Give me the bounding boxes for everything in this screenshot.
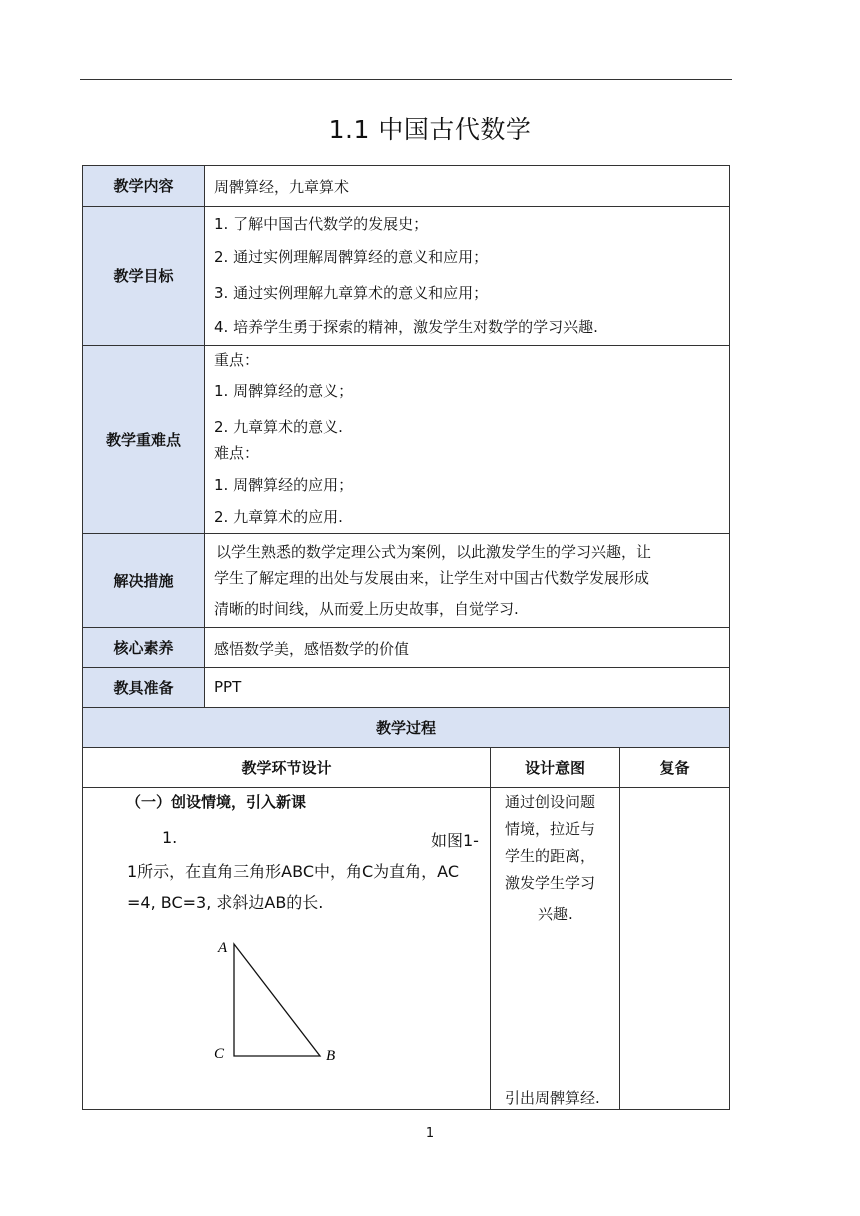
difficulty-item: 2. 九章算术的应用.	[214, 508, 343, 526]
problem-text: =4, BC=3, 求斜边AB的长.	[127, 893, 324, 912]
intent-line: 学生的距离，	[505, 847, 596, 865]
column-header-intent: 设计意图	[491, 748, 619, 787]
problem-text: 1所示，在直角三角形ABC中，角C为直角，AC	[127, 862, 460, 881]
triangle-shape	[234, 944, 320, 1056]
literacy-value: 感悟数学美，感悟数学的价值	[214, 640, 410, 658]
header-rule	[80, 79, 732, 80]
goal-item: 2. 通过实例理解周髀算经的意义和应用；	[214, 248, 489, 266]
vertex-label-a: A	[218, 940, 228, 956]
label-literacy: 核心素养	[83, 628, 204, 667]
key-item: 1. 周髀算经的意义；	[214, 382, 354, 400]
figure-reference: 如图1-	[431, 831, 479, 850]
key-item: 2. 九章算术的意义.	[214, 418, 343, 436]
measures-line: 以学生熟悉的数学定理公式为案例，以此激发学生的学习兴趣，让	[216, 543, 652, 561]
vertex-label-c: C	[214, 1046, 225, 1062]
vertex-label-b: B	[326, 1048, 336, 1064]
key-title: 重点：	[214, 351, 260, 369]
goal-item: 1. 了解中国古代数学的发展史；	[214, 215, 429, 233]
page-number: 1	[425, 1126, 435, 1141]
problem-number: 1.	[162, 828, 178, 847]
section-title: （一）创设情境，引入新课	[126, 793, 307, 811]
content-value: 周髀算经，九章算术	[214, 178, 350, 196]
difficulty-title: 难点：	[214, 444, 260, 462]
column-header-design: 教学环节设计	[83, 748, 490, 787]
difficulty-item: 1. 周髀算经的应用；	[214, 476, 354, 494]
column-header-review: 复备	[620, 748, 729, 787]
label-tools: 教具准备	[83, 668, 204, 707]
intent-line: 激发学生学习	[505, 874, 596, 892]
page-title: 1.1 中国古代数学	[328, 115, 532, 144]
label-measures: 解决措施	[83, 534, 204, 627]
measures-line: 清晰的时间线，从而爱上历史故事，自觉学习.	[214, 600, 519, 618]
measures-line: 学生了解定理的出处与发展由来，让学生对中国古代数学发展形成	[214, 569, 650, 587]
right-triangle-figure	[205, 932, 365, 1072]
label-content: 教学内容	[83, 166, 204, 206]
intent-line: 兴趣.	[538, 905, 573, 923]
intent-footer: 引出周髀算经.	[505, 1089, 600, 1107]
intent-line: 通过创设问题	[505, 793, 596, 811]
goal-item: 3. 通过实例理解九章算术的意义和应用；	[214, 284, 489, 302]
goal-item: 4. 培养学生勇于探索的精神，激发学生对数学的学习兴趣.	[214, 318, 598, 336]
label-keypoints: 教学重难点	[83, 346, 204, 533]
label-goals: 教学目标	[83, 207, 204, 345]
intent-line: 情境，拉近与	[505, 820, 596, 838]
tools-value: PPT	[214, 678, 242, 696]
process-header: 教学过程	[83, 708, 729, 747]
